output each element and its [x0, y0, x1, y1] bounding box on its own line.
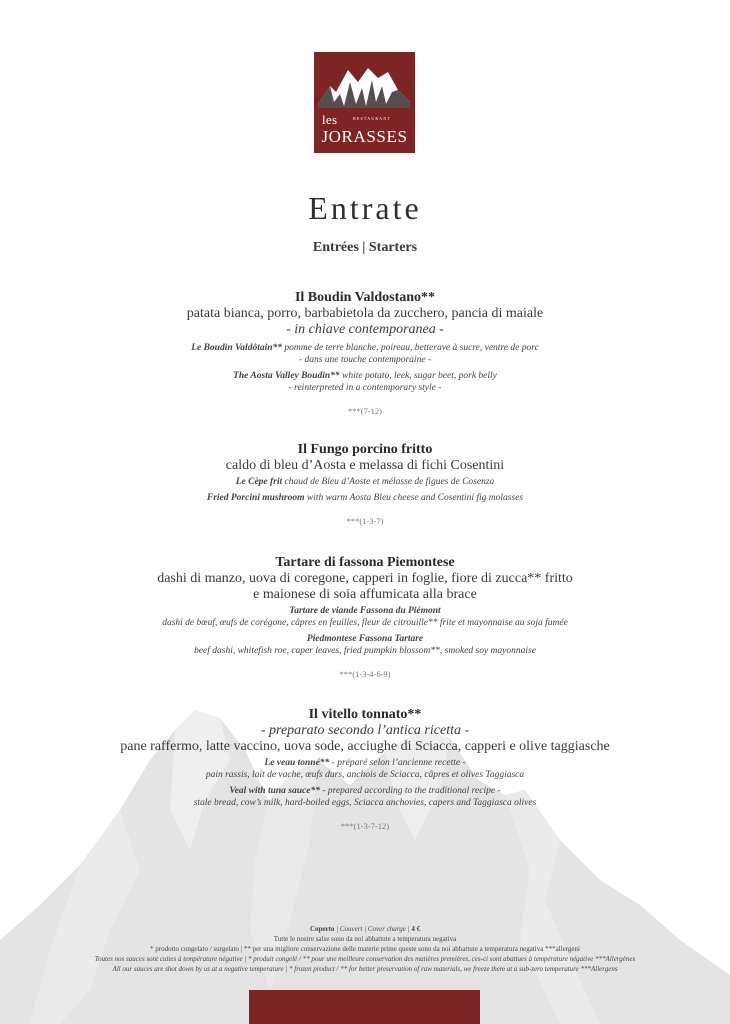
footer-legend-en: All our sauces are shot down by us at a negative temperature | * frozen product / ** for better preservation of raw materials, we freeze them at a sub-zero temperature ***Allergens [112, 965, 618, 973]
cover-charge-translations: | Couvert | Cover charge | [334, 925, 412, 933]
footer-legend-it: * prodotto congelato / surgelato | ** per una migliore conservazione delle materie prime queste sono da noi abbattute a temperatura negativa ***allergeni [150, 945, 580, 953]
dish-english-text: - prepared according to the traditional recipe - [319, 786, 501, 796]
dish-description-line2: e maionese di soia affumicata alla brace [253, 587, 477, 602]
dish-allergens: ***(1-3-7-12) [340, 821, 390, 831]
dish-name: Il vitello tonnato** [308, 707, 422, 722]
dish-english [0, 492, 730, 504]
dish-english-name: Piedmontese Fassona Tartare [306, 634, 424, 644]
dish-french-line2: dashi de bœuf, œufs de corégone, câpres en feuilles, fleur de citrouille** frite et mayonnaise au soja fumée [162, 618, 568, 628]
bottom-bar [249, 990, 480, 1024]
dish-name: Il Boudin Valdostano** [294, 290, 436, 305]
dish-allergens: ***(7-12) [348, 406, 382, 416]
dish-description: dashi di manzo, uova di coregone, capperi in foglie, fiore di zucca** fritto [157, 571, 573, 586]
dish-french-text: - préparé selon l’ancienne recette - [329, 758, 466, 768]
dish-english-line2: - reinterpreted in a contemporary style - [288, 383, 442, 393]
dish-description-note: - preparato secondo l’antica ricetta - [260, 723, 470, 738]
menu-footer [0, 924, 730, 974]
dish-french [0, 757, 730, 769]
dish-french-name: Le Boudin Valdôtain** [191, 343, 283, 353]
dish-fungo-porcino [0, 441, 730, 526]
dish-english-line2: stale bread, cow’s milk, hard-boiled eggs, Sciacca anchovies, capers and Taggiasca olives [193, 798, 537, 808]
dish-english [0, 785, 730, 797]
dish-english-text: white potato, leek, sugar beet, pork belly [339, 371, 497, 381]
dish-english-text: with warm Aosta Bleu cheese and Cosentini fig molasses [304, 493, 524, 503]
cover-charge-price: 4 € [411, 925, 421, 933]
cover-charge-label: Coperto [309, 925, 335, 933]
dish-french-name: Le veau tonné** [264, 758, 330, 768]
dish-allergens: ***(1-3-7) [346, 516, 384, 526]
dish-description: pane raffermo, latte vaccino, uova sode, acciughe di Sciacca, capperi e olive taggiasche [120, 739, 610, 754]
dish-name: Tartare di fassona Piemontese [275, 555, 455, 570]
dish-english-name: The Aosta Valley Boudin** [233, 371, 340, 381]
logo-les-text: les [322, 112, 338, 127]
dish-description: caldo di bleu d’Aosta e melassa di fichi Cosentini [225, 458, 505, 473]
dish-french [0, 476, 730, 488]
dish-french [0, 342, 730, 354]
dish-name: Il Fungo porcino fritto [297, 442, 433, 457]
dish-vitello-tonnato [0, 706, 730, 831]
dish-english-line2: beef dashi, whitefish roe, caper leaves, fried pumpkin blossom**, smoked soy mayonnaise [194, 646, 536, 656]
dish-french-text: chaud de Bleu d’Aoste et mélasse de figues de Cosenza [282, 477, 495, 487]
logo-name-text: JORASSES [321, 127, 408, 146]
footer-legend-fr: Toutes nos sauces sont cuites à température négative | * produit congelé / ** pour une meilleure conservation des matières premières, ces-ci sont abattues à température négative ***Allergènes [94, 955, 636, 963]
dish-english-name: Fried Porcini mushroom [206, 493, 305, 503]
dish-french-text: pomme de terre blanche, poireau, betterave à sucre, ventre de porc [282, 343, 539, 353]
restaurant-logo [314, 52, 415, 153]
footer-sauce-note: Tutte le nostre salse sono da noi abbattute a temperatura negativa [273, 935, 457, 943]
dish-english [0, 370, 730, 382]
dish-english [0, 633, 730, 645]
dish-french-name: Tartare de viande Fassona du Piémont [289, 606, 441, 616]
logo-restaurant-text: RESTAURANT [353, 116, 392, 121]
page-title: Entrate [308, 190, 422, 226]
dish-description: patata bianca, porro, barbabietola da zucchero, pancia di maiale [186, 306, 544, 321]
dish-description-note: - in chiave contemporanea - [286, 322, 444, 337]
page-subtitle: Entrées | Starters [312, 240, 418, 255]
dish-boudin [0, 289, 730, 416]
dish-allergens: ***(1-3-4-6-9) [339, 669, 391, 679]
dish-french [0, 605, 730, 617]
dish-french-name: Le Cèpe frit [235, 477, 283, 487]
dish-english-name: Veal with tuna sauce** [229, 786, 320, 796]
cover-charge [0, 924, 730, 934]
dish-tartare [0, 554, 730, 679]
dish-french-line2: - dans une touche contemporaine - [298, 355, 432, 365]
dish-french-line2: pain rassis, lait de vache, œufs durs, anchois de Sciacca, câpres et olives Taggiasca [205, 770, 525, 780]
